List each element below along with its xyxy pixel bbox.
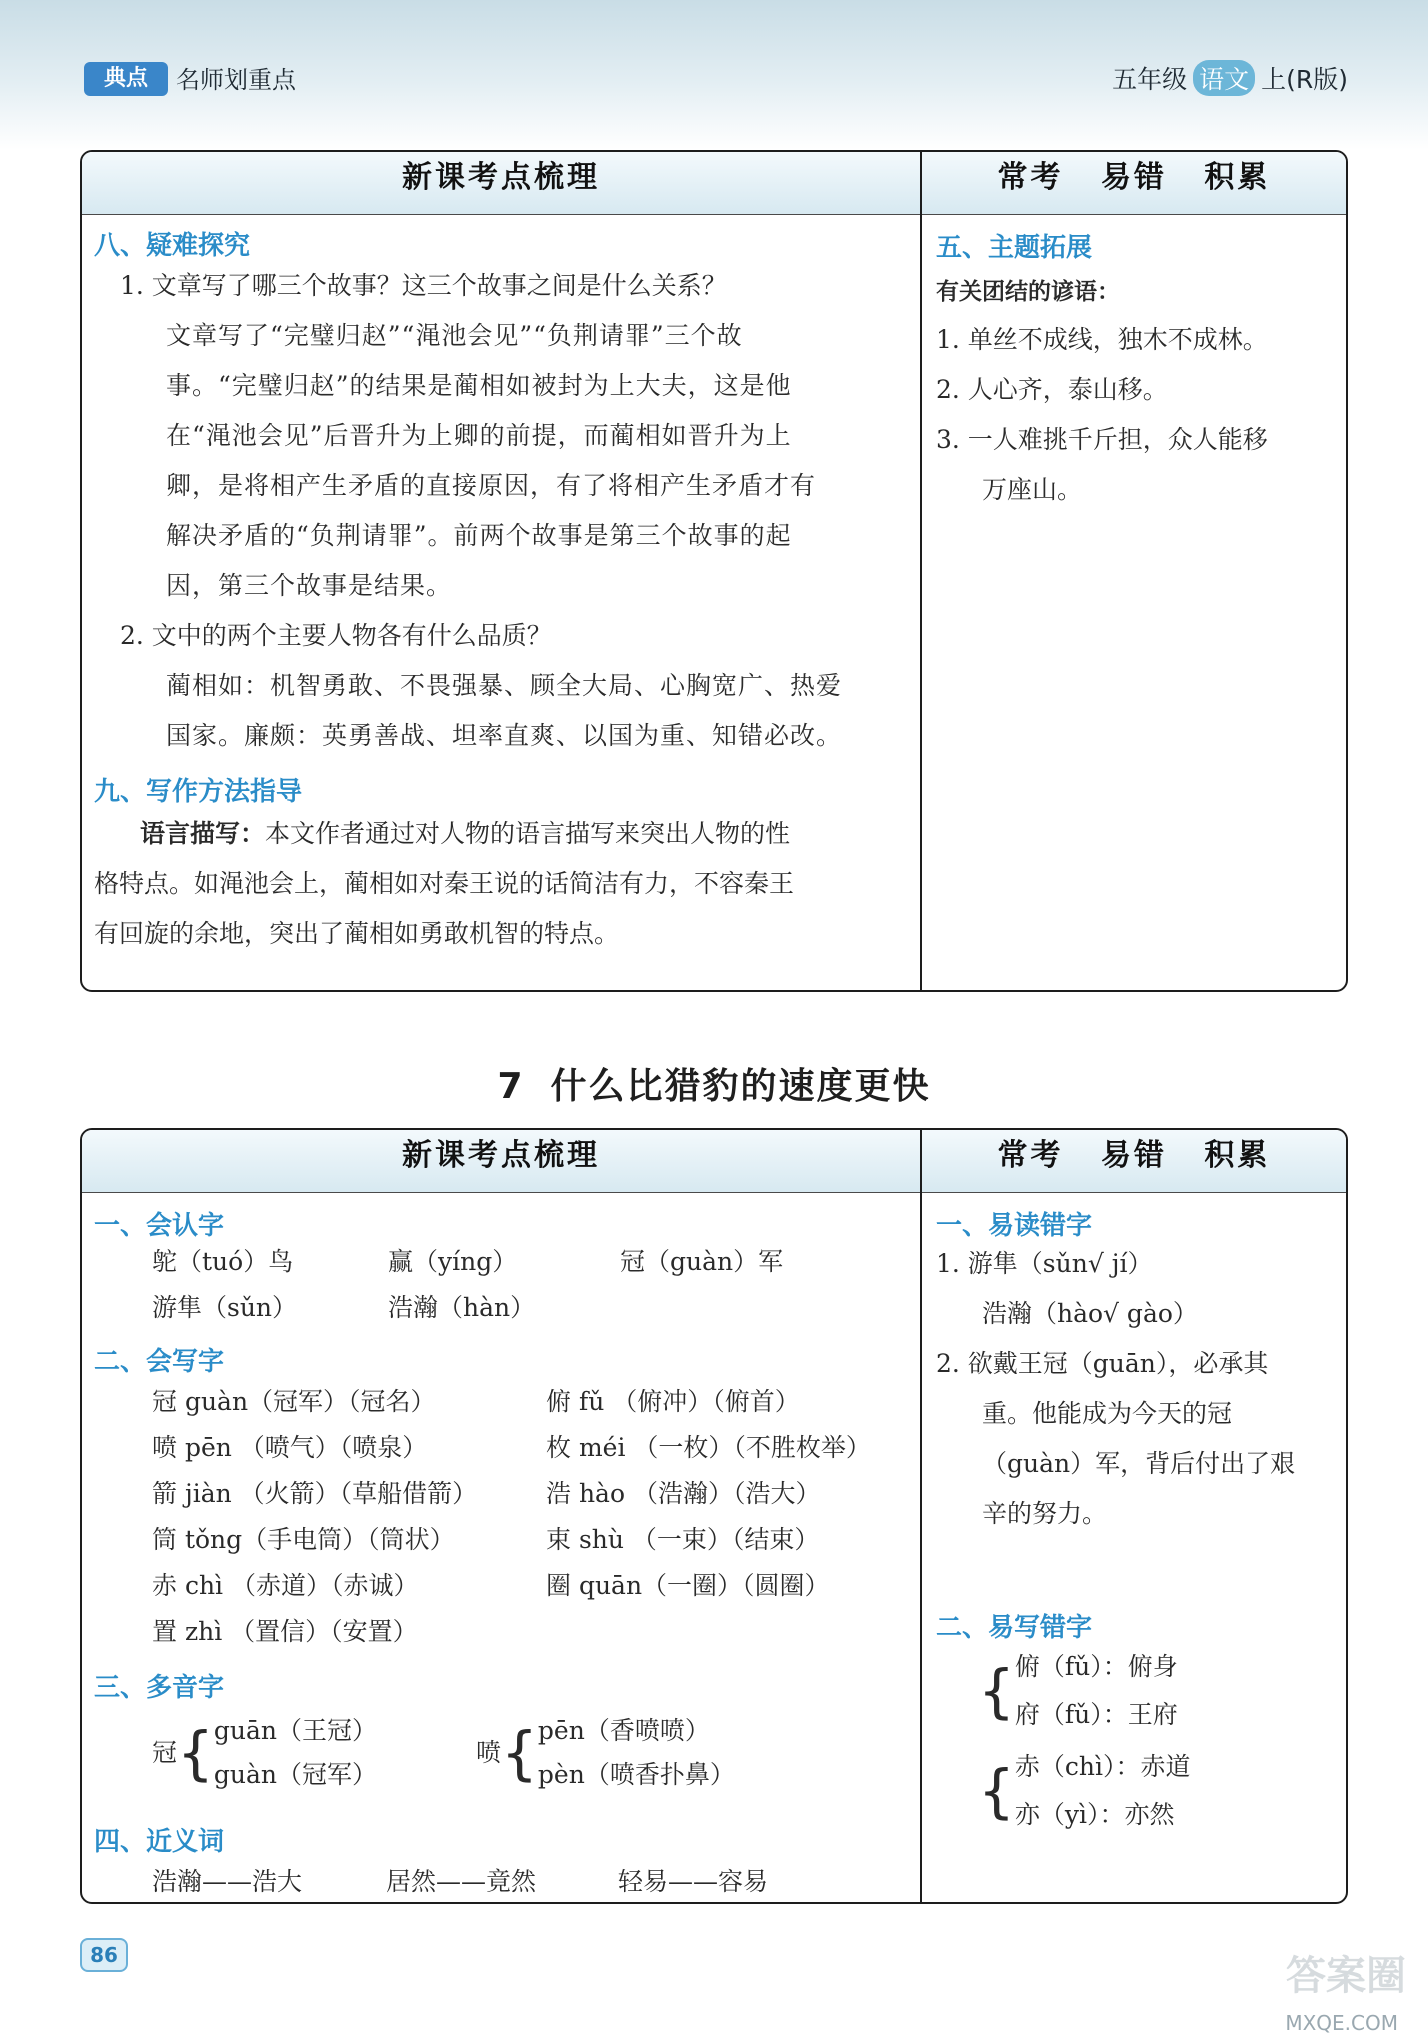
synonym-pair: 浩瀚——浩大	[152, 1867, 303, 1896]
misread-item: 1. 游隼（sǔn√ jí）	[936, 1249, 1153, 1278]
write-char: 浩 hào （浩瀚）（浩大）	[546, 1479, 821, 1508]
left-column	[82, 152, 920, 990]
recognize-char: 鸵（tuó）鸟	[152, 1247, 294, 1276]
section-three-title: 三、多音字	[94, 1673, 225, 1703]
brand-name: 名师划重点	[176, 66, 296, 94]
misread-item: 辛的努力。	[982, 1499, 1108, 1528]
answer-2	[166, 661, 906, 761]
polyphone-group-2	[476, 1709, 735, 1797]
left-column	[82, 1130, 920, 1902]
misread-item: 2. 欲戴王冠（guān），必承其	[936, 1349, 1269, 1378]
right-section-one-title: 一、易读错字	[936, 1211, 1093, 1241]
grade-label	[1112, 60, 1348, 96]
brace-icon: {	[177, 1719, 214, 1787]
answer-2-line: 蔺相如：机智勇敢、不畏强暴、顾全大局、心胸宽广、热爱	[166, 671, 843, 700]
page-number: 86	[80, 1938, 128, 1972]
synonym-pair: 居然——竟然	[386, 1867, 537, 1896]
write-char: 枚 méi （一枚）（不胜枚举）	[546, 1433, 871, 1462]
lesson6-review-box	[80, 150, 1348, 992]
subject-badge: 语文	[1193, 60, 1255, 96]
polyphone-reading: guān（王冠）	[213, 1716, 378, 1745]
answer-1-line: 事。“完璧归赵”的结果是蔺相如被封为上大夫，这是他	[166, 371, 792, 400]
miswrite-items	[1015, 1643, 1178, 1739]
lesson-title	[0, 1058, 1428, 1109]
grade-prefix: 五年级	[1112, 65, 1188, 94]
miswrite-item: 赤（chì）：赤道	[1014, 1752, 1191, 1781]
write-char: 置 zhì （置信）（安置）	[152, 1617, 418, 1646]
section-one-title: 一、会认字	[94, 1211, 225, 1241]
proverb-item: 2. 人心齐，泰山移。	[936, 375, 1168, 404]
recognize-char: 游隼（sǔn）	[152, 1293, 298, 1322]
write-char: 束 shù （一束）（结束）	[546, 1525, 820, 1554]
question-1: 1. 文章写了哪三个故事？这三个故事之间是什么关系？	[120, 271, 727, 300]
answer-2-line: 国家。廉颇：英勇善战、坦率直爽、以国为重、知错必改。	[166, 721, 843, 750]
brand-logo: 典点	[84, 62, 168, 96]
recognize-char: 赢（yíng）	[388, 1247, 518, 1276]
polyphone-readings	[214, 1709, 377, 1797]
proverb-list	[936, 315, 1340, 515]
polyphone-reading: pèn（喷香扑鼻）	[537, 1760, 735, 1789]
misread-item: （guàn）军，背后付出了艰	[982, 1449, 1296, 1478]
answer-1-line: 文章写了“完璧归赵”“渑池会见”“负荆请罪”三个故	[166, 321, 743, 350]
left-column-header: 新课考点梳理	[82, 1130, 920, 1193]
section-five-title: 五、主题拓展	[936, 233, 1093, 263]
answer-1	[166, 311, 906, 611]
right-column	[920, 1130, 1346, 1902]
write-list-right	[546, 1379, 871, 1609]
proverb-intro: 有关团结的谚语：	[936, 279, 1120, 305]
miswrite-item: 俯（fǔ）：俯身	[1014, 1652, 1178, 1681]
brace-icon: {	[978, 1757, 1015, 1825]
miswrite-item: 府（fǔ）：王府	[1014, 1700, 1178, 1729]
misread-list	[936, 1239, 1340, 1539]
answer-1-line: 解决矛盾的“负荆请罪”。前两个故事是第三个故事的起	[166, 521, 792, 550]
watermark-logo: 答案圈	[1286, 1953, 1406, 1999]
edition-label: 上(R版)	[1261, 65, 1348, 94]
misread-item: 浩瀚（hào√ gào）	[982, 1299, 1198, 1328]
lesson7-review-box	[80, 1128, 1348, 1904]
write-char: 筒 tǒng（手电筒）（筒状）	[152, 1525, 455, 1554]
brace-icon: {	[978, 1657, 1015, 1725]
brace-icon: {	[501, 1719, 538, 1787]
answer-1-line: 因，第三个故事是结果。	[166, 571, 453, 600]
polyphone-char: 冠	[152, 1738, 178, 1767]
writing-line: 格特点。如渑池会上，蔺相如对秦王说的话简洁有力，不容秦王	[94, 869, 795, 898]
right-column-header: 常考 易错 积累	[922, 1130, 1346, 1193]
polyphone-reading: guàn（冠军）	[213, 1760, 378, 1789]
writing-guidance	[94, 809, 906, 959]
right-column	[920, 152, 1346, 990]
write-char: 箭 jiàn （火箭）（草船借箭）	[152, 1479, 478, 1508]
answer-1-line: 卿，是将相产生矛盾的直接原因，有了将相产生矛盾才有	[166, 471, 817, 500]
write-list-left	[152, 1379, 477, 1655]
write-char: 圈 quān（一圈）（圆圈）	[546, 1571, 830, 1600]
lesson-title-text: 什么比猎豹的速度更快	[550, 1066, 931, 1107]
watermark-url: MXQE.COM	[1285, 2011, 1398, 2035]
recognize-char: 浩瀚（hàn）	[388, 1293, 536, 1322]
right-section-two-title: 二、易写错字	[936, 1613, 1093, 1643]
right-column-header: 常考 易错 积累	[922, 152, 1346, 215]
writing-text: 本文作者通过对人物的语言描写来突出人物的性	[265, 819, 791, 848]
miswrite-items	[1015, 1743, 1191, 1839]
write-char: 喷 pēn （喷气）（喷泉）	[152, 1433, 428, 1462]
proverb-item: 万座山。	[982, 475, 1083, 504]
proverb-item: 3. 一人难挑千斤担，众人能移	[936, 425, 1268, 454]
recognize-char: 冠（guàn）军	[620, 1247, 784, 1276]
lesson-number: 7	[497, 1066, 525, 1107]
left-column-header: 新课考点梳理	[82, 152, 920, 215]
write-char: 俯 fǔ （俯冲）（俯首）	[546, 1387, 800, 1416]
section-eight-title: 八、疑难探究	[94, 231, 251, 261]
write-char: 赤 chì （赤道）（赤诚）	[152, 1571, 419, 1600]
miswrite-group-1	[978, 1643, 1178, 1739]
misread-item: 重。他能成为今天的冠	[982, 1399, 1233, 1428]
section-four-title: 四、近义词	[94, 1827, 225, 1857]
polyphone-group-1	[152, 1709, 377, 1797]
question-2: 2. 文中的两个主要人物各有什么品质？	[120, 621, 552, 650]
miswrite-group-2	[978, 1743, 1191, 1839]
writing-line	[94, 809, 906, 859]
polyphone-char: 喷	[476, 1738, 502, 1767]
synonym-pair: 轻易——容易	[618, 1867, 769, 1896]
write-char: 冠 guàn（冠军）（冠名）	[152, 1387, 436, 1416]
answer-1-line: 在“渑池会见”后晋升为上卿的前提，而蔺相如晋升为上	[166, 421, 792, 450]
writing-label: 语言描写：	[140, 819, 266, 848]
section-nine-title: 九、写作方法指导	[94, 777, 303, 807]
section-two-title: 二、会写字	[94, 1347, 225, 1377]
proverb-item: 1. 单丝不成线，独木不成林。	[936, 325, 1268, 354]
miswrite-item: 亦（yì）：亦然	[1014, 1800, 1175, 1829]
polyphone-reading: pēn（香喷喷）	[537, 1716, 710, 1745]
writing-line: 有回旋的余地，突出了蔺相如勇敢机智的特点。	[94, 919, 620, 948]
polyphone-readings	[538, 1709, 735, 1797]
